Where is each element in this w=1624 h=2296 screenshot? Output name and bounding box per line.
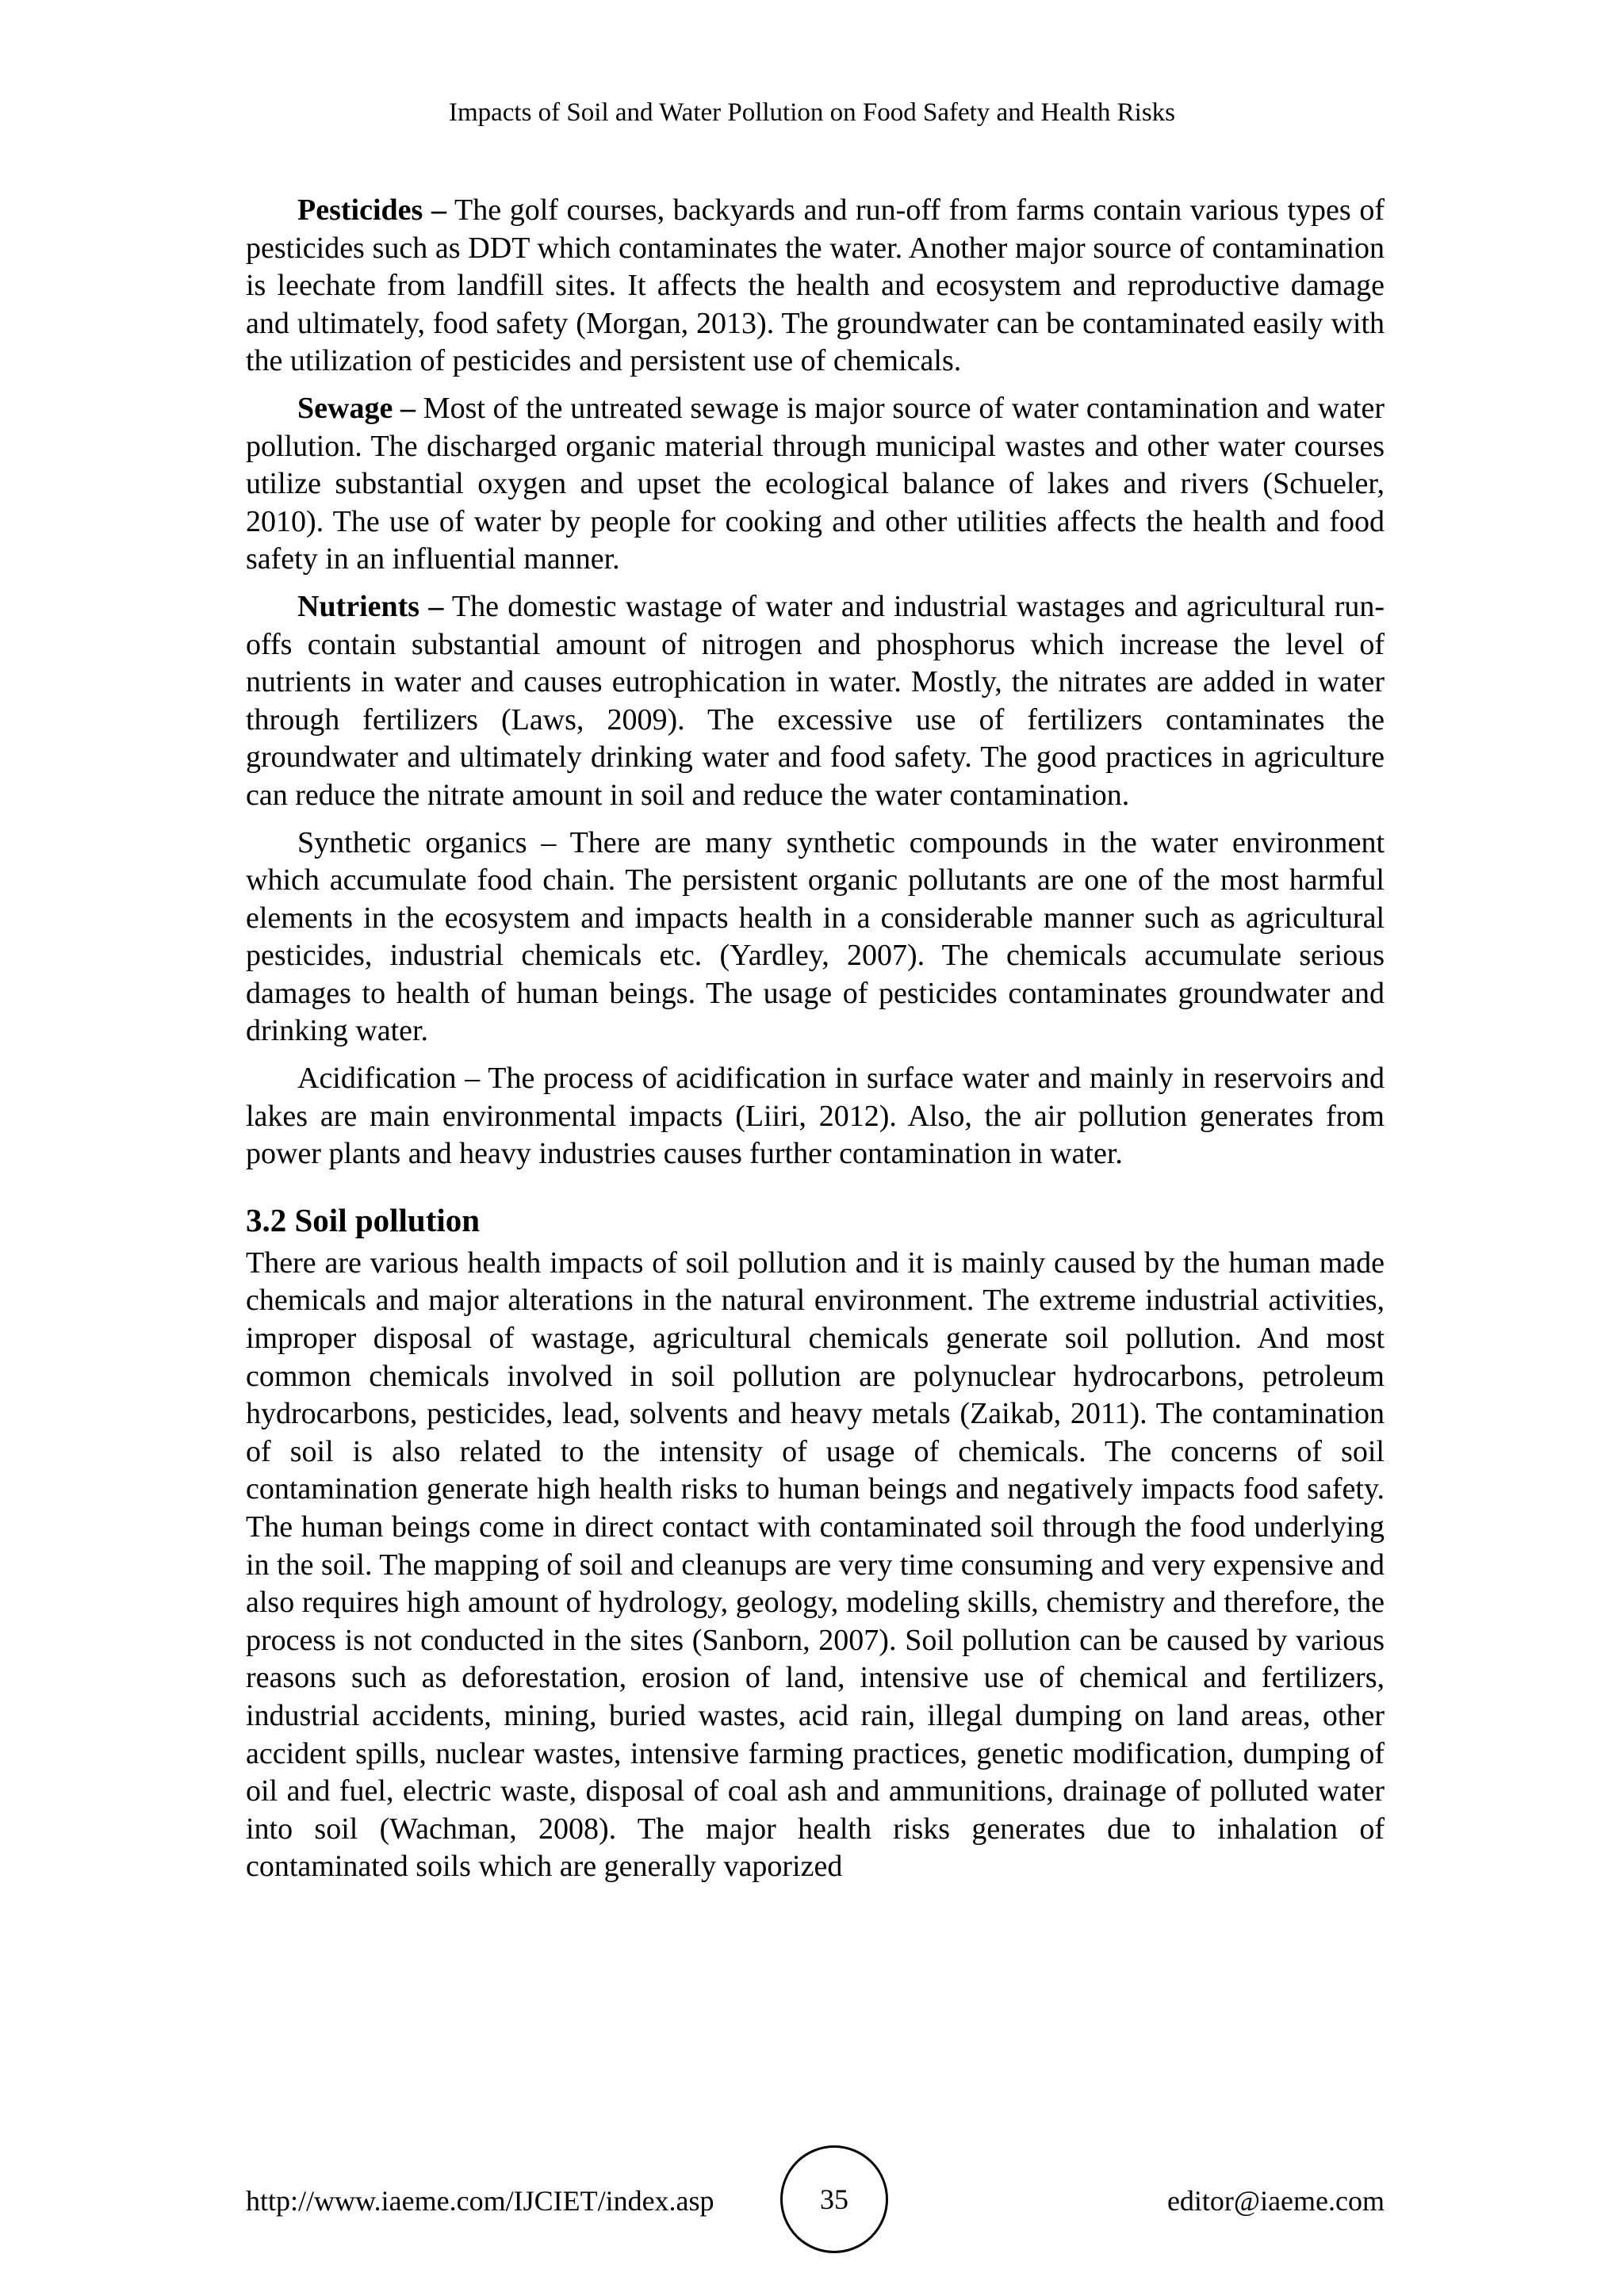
paragraph-acidification: Acidification – The process of acidification in surface water and mainly in reservoirs and lakes are main environmental impacts (Liiri, 2012). Also, the air pollution generates from power plants and heavy industries causes further contamination in water. [246,1062,1385,1171]
body-text [246,192,1385,1896]
page-footer [246,2145,1385,2256]
running-head-title: Impacts of Soil and Water Pollution on Food Safety and Health Risks [448,98,1176,127]
paragraph-nutrients [246,588,1385,815]
footer-url-link[interactable]: http://www.iaeme.com/IJCIET/index.asp [246,2185,714,2217]
footer-email-link[interactable]: editor@iaeme.com [1166,2185,1385,2217]
term-nutrients: Nutrients – [297,589,444,623]
paragraph-text: Most of the untreated sewage is major source of water contamination and water pollution. The discharged organic material through municipal wastes and other water courses utilize substantial oxygen and upset the ecological balance of lakes and rivers (Schueler, 2010). The use of water by people for cooking and other utilities affects the health and food safety in an influential manner. [246,391,1385,576]
paragraph-text: The domestic wastage of water and industrial wastages and agricultural run-offs contain substantial amount of nitrogen and phosphorus which increase the level of nutrients in water and causes eutrophication in water. Mostly, the nitrates are added in water through fertilizers (Laws, 2009). The excessive use of fertilizers contaminates the groundwater and ultimately drinking water and food safety. The good practices in agriculture can reduce the nitrate amount in soil and reduce the water contamination. [246,589,1385,812]
paragraph-pesticides [246,192,1385,381]
term-pesticides: Pesticides – [297,193,446,227]
paragraph-sewage [246,390,1385,579]
section-heading: 3.2 Soil pollution [246,1201,481,1238]
page-number: 35 [780,2145,888,2253]
paragraph-soil-pollution: There are various health impacts of soil pollution and it is mainly caused by the human made chemicals and major alterations in the natural environment. The extreme industrial activities, improper disposal of wastage, agricultural chemicals generate soil pollution. And most common chemicals involved in soil pollution are polynuclear hydrocarbons, petroleum hydrocarbons, pesticides, lead, solvents and heavy metals (Zaikab, 2011). The contamination of soil is also related to the intensity of usage of chemicals. The concerns of soil contamination generate high health risks to human beings and negatively impacts food safety. The human beings come in direct contact with contaminated soil through the food underlying in the soil. The mapping of soil and cleanups are very time consuming and very expensive and also requires high amount of hydrology, geology, modeling skills, chemistry and therefore, the process is not conducted in the sites (Sanborn, 2007). Soil pollution can be caused by various reasons such as deforestation, erosion of land, intensive use of chemical and fertilizers, industrial accidents, mining, buried wastes, acid rain, illegal dumping on land areas, other accident spills, nuclear wastes, intensive farming practices, genetic modification, dumping of oil and fuel, electric waste, disposal of coal ash and ammunitions, drainage of polluted water into soil (Wachman, 2008). The major health risks generates due to inhalation of contaminated soils which are generally vaporized [246,1246,1385,1884]
term-sewage: Sewage – [297,391,416,425]
paragraph-synthetic-organics: Synthetic organics – There are many synthetic compounds in the water environment which accumulate food chain. The persistent organic pollutants are one of the most harmful elements in the ecosystem and impacts health in a considerable manner such as agricultural pesticides, industrial chemicals etc. (Yardley, 2007). The chemicals accumulate serious damages to health of human beings. The usage of pesticides contaminates groundwater and drinking water. [246,825,1385,1048]
paragraph-text: The golf courses, backyards and run-off from farms contain various types of pesticides such as DDT which contaminates the water. Another major source of contamination is leechate from landfill sites. It affects the health and ecosystem and reproductive damage and ultimately, food safety (Morgan, 2013). The groundwater can be contaminated easily with the utilization of pesticides and persistent use of chemicals. [246,193,1385,378]
